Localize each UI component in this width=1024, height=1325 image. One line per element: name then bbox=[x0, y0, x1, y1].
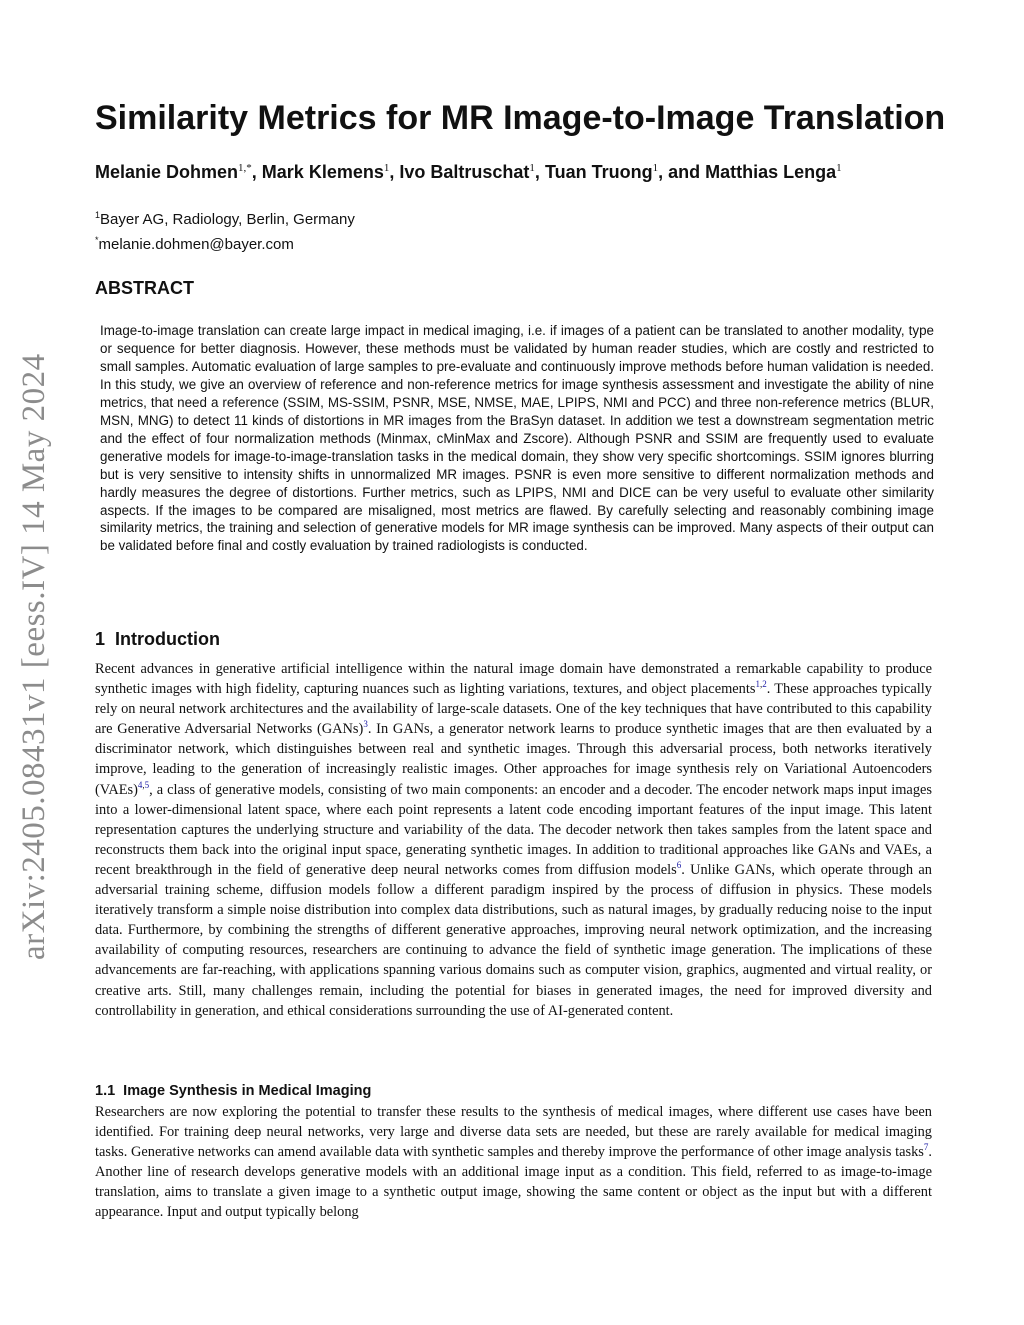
author-name: Mark Klemens bbox=[261, 162, 384, 182]
section-number: 1 bbox=[95, 629, 106, 649]
paragraph-text: . In GANs, a generator network learns to produce synthetic images that are then evaluated by a discriminator network, which distinguishes between real and synthetic images. Through this adversarial process, both networks iteratively improve, leading to the generation of increasingly realistic images. Other approaches for image synthesis rely on Variational Autoencoders (VAEs) bbox=[95, 721, 932, 798]
author-affiliation-mark: 1 bbox=[836, 162, 842, 174]
author-name: Matthias Lenga bbox=[705, 162, 837, 182]
citation-link[interactable]: 5 bbox=[144, 779, 150, 790]
paragraph-text: . These approaches typically rely on neural network architectures and the availability of large-scale datasets. One of the key techniques that have contributed to this capability are Generative Adversarial Networks (GANs) bbox=[95, 681, 932, 738]
author-name: Tuan Truong bbox=[544, 162, 653, 182]
abstract-text: Image-to-image translation can create large impact in medical imaging, i.e. if images of a patient can be translated to another modality, type or sequence for better diagnosis. However, these methods must be validated by human reader studies, which are costly and restricted to small samples. Automatic evaluation of large samples to pre-evaluate and continuously improve methods before human validation is needed. In this study, we give an overview of reference and non-reference metrics for image synthesis assessment and investigate the ability of nine metrics, that need a reference (SSIM, MS-SSIM, PSNR, MSE, NMSE, MAE, LPIPS, NMI and PCC) and three non-reference metrics (BLUR, MSN, MNG) to detect 11 kinds of distortions in MR images from the BraSyn dataset. In addition we test a downstream segmentation metric and the effect of four normalization methods (Minmax, cMinMax and Zscore). Although PSNR and SSIM are frequently used to evaluate generative models for image-to-image-translation tasks in the medical domain, they show very specific shortcomings. SSIM ignores blurring but is very sensitive to intensity shifts in unnormalized MR images. PSNR is even more sensitive to different normalization methods and hardly measures the degree of distortions. Further metrics, such as LPIPS, NMI and DICE can be very useful to evaluate other similarity aspects. If the images to be compared are misaligned, most metrics are flawed. By carefully selecting and reasonably combining image similarity metrics, the training and selection of generative models for MR image synthesis can be improved. Many aspects of their output can be validated before final and costly evaluation by trained radiologists is conducted. bbox=[100, 323, 934, 554]
citation-link[interactable]: 2 bbox=[762, 679, 767, 690]
affiliation-mark: 1 bbox=[95, 210, 101, 220]
citation-link[interactable]: 1 bbox=[755, 679, 760, 690]
author-separator: , bbox=[251, 162, 262, 182]
author-separator: , bbox=[534, 162, 545, 182]
introduction-paragraph: Recent advances in generative artificial intelligence within the natural image domain have demonstrated a remarkable capability to produce synthetic images with high fidelity, capturing nuances such as lighting variations, textures, and object placements$^{1,2}$. These approaches typically rely on neural network architectures and the availability of large-scale datasets. One of the key techniques that have contributed to this capability are Generative Adversarial Networks (GANs)$^3$. In GANs, a generator network learns to produce synthetic images that are then evaluated by a discriminator network, which distinguishes between real and synthetic images. Through this adversarial process, both networks iteratively improve, leading to the generation of increasingly realistic images. Other approaches for image synthesis rely on Variational Autoencoders (VAEs)$^{4,5}$, a class of generative models, consisting of two main components: an encoder and a decoder. The encoder network maps input images into a lower-dimensional latent space, where each point represents a latent code encoding important features of the input image. This latent representation captures the underlying structure and variability of the data. The decoder network then takes samples from the latent space and reconstructs them back into the original input space, generating synthetic images. In addition to traditional approaches like GANs and VAEs, a recent breakthrough in the field of generative deep neural networks comes from diffusion models$^6$. Unlike GANs, which operate through an adversarial training scheme, diffusion models follow a different paradigm inspired by the process of diffusion in physics. These models iteratively transform a simple noise distribution into complex data distributions, such as natural images, by gradually reducing noise to the input data. Furthermore, by combining the strengths of different generative approaches, improving neural network optimization, and the increasing availability of computing resources, researchers are continuing to advance the field of synthetic image generation. The implications of these advancements are far-reaching, with applications spanning various domains such as computer vision, graphics, augmented and virtual reality, or creative arts. Still, many challenges remain, including the potential for biases in generated images, the need for improved diversity and controllability in generation, and ethical considerations surrounding the use of AI-generated content. bbox=[95, 661, 932, 1019]
contact-email[interactable]: melanie.dohmen@bayer.com bbox=[98, 236, 294, 253]
author-affiliation-mark: 1,* bbox=[238, 162, 252, 174]
author-separator: , and bbox=[658, 162, 706, 182]
citation-link[interactable]: 6 bbox=[676, 860, 682, 871]
subsection-title: Image Synthesis in Medical Imaging bbox=[123, 1083, 372, 1099]
paper-title: Similarity Metrics for MR Image-to-Image Translation bbox=[95, 99, 946, 137]
author-affiliation-mark: 1 bbox=[529, 162, 535, 174]
author-separator: , bbox=[389, 162, 400, 182]
subsection-number: 1.1 bbox=[95, 1083, 116, 1099]
paragraph-text: Researchers are now exploring the potential to transfer these results to the synthesis of medical images, where different use cases have been identified. For training deep neural networks, very large and diverse data sets are needed, but these are rarely available for medical imaging tasks. Generative networks can amend available data with synthetic samples and thereby improve the performance of other image analysis tasks bbox=[95, 1104, 932, 1161]
paragraph-text: . Another line of research develops generative models with an additional image input as a condition. This field, referred to as image-to-image translation, aims to translate a given image to a synthetic output image, showing the same content or object as the input but with a different appearance. Input and output typically belong bbox=[95, 1144, 932, 1221]
citation-link[interactable]: 3 bbox=[363, 719, 368, 730]
paragraph-text: , a class of generative models, consisting of two main components: an encoder and a decoder. The encoder network maps input images into a lower-dimensional latent space, where each point represents a latent code encoding important features of the input image. This latent representation captures the underlying structure and variability of the data. The decoder network then takes samples from the latent space and reconstructs them back into the original input space, generating synthetic images. In addition to traditional approaches like GANs and VAEs, a recent breakthrough in the field of generative deep neural networks comes from diffusion models bbox=[95, 781, 932, 878]
affiliation-text: Bayer AG, Radiology, Berlin, Germany bbox=[100, 211, 355, 228]
author-name: Ivo Baltruschat bbox=[399, 162, 530, 182]
citation-link[interactable]: 7 bbox=[923, 1142, 929, 1153]
affiliations bbox=[95, 205, 355, 255]
abstract-heading: ABSTRACT bbox=[95, 278, 194, 298]
author-affiliation-mark: 1 bbox=[383, 162, 390, 174]
section-title: Introduction bbox=[115, 629, 220, 649]
email-mark: * bbox=[95, 235, 99, 245]
paragraph-text: Recent advances in generative artificial intelligence within the natural image domain have demonstrated a remarkable capability to produce synthetic images with high fidelity, capturing nuances such as lighting variations, textures, and object placements bbox=[95, 661, 932, 698]
paragraph-text: . Unlike GANs, which operate through an adversarial training scheme, diffusion models follow a different paradigm inspired by the process of diffusion in physics. These models iteratively transform a simple noise distribution into complex data distributions, such as natural images, by gradually reducing noise to the input data. Furthermore, by combining the strengths of different generative approaches, improving neural network optimization, and the increasing availability of computing resources, researchers are continuing to advance the field of synthetic image generation. The implications of these advancements are far-reaching, with applications spanning various domains such as computer vision, graphics, augmented and virtual reality, or creative arts. Still, many challenges remain, including the potential for biases in generated images, the need for improved diversity and controllability in generation, and ethical considerations surrounding the use of AI-generated content. bbox=[95, 861, 932, 1019]
author-name: Melanie Dohmen bbox=[95, 162, 239, 182]
subsection-paragraph bbox=[95, 1102, 932, 1223]
citation-link[interactable]: 4 bbox=[137, 779, 143, 790]
author-list bbox=[95, 155, 842, 185]
subsection-heading bbox=[95, 1082, 371, 1100]
author-affiliation-mark: 1 bbox=[652, 162, 659, 174]
section-heading-introduction bbox=[95, 628, 220, 650]
affiliation-line bbox=[95, 205, 355, 230]
contact-email-line bbox=[95, 230, 355, 255]
arxiv-identifier-stamp: arXiv:2405.08431v1 [eess.IV] 14 May 2024 bbox=[16, 353, 52, 960]
